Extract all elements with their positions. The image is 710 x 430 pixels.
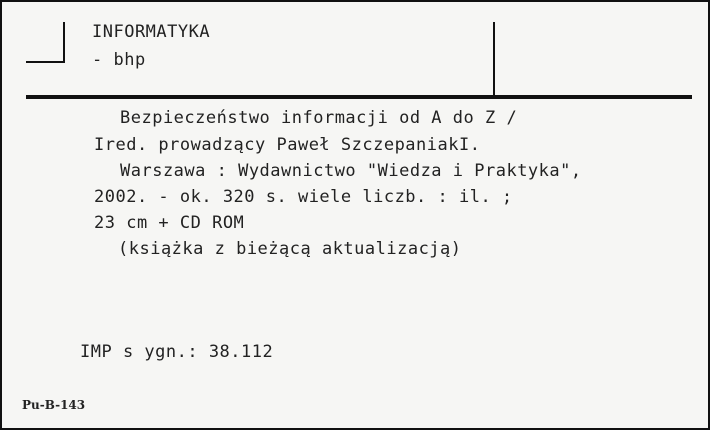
corner-mark-horizontal (26, 61, 65, 63)
call-number: IMP s ygn.: 38.112 (80, 342, 274, 362)
subject-heading: INFORMATYKA (92, 22, 211, 42)
title-line-1: Bezpieczeństwo informacji od A do Z / (120, 108, 518, 128)
title-line-2: Ired. prowadzący Paweł SzczepaniakI. (94, 135, 481, 155)
heading-rule (26, 95, 692, 99)
dimensions-line: 23 cm + CD ROM (94, 213, 245, 233)
subject-subheading: - bhp (92, 50, 146, 70)
imprint-line-2: 2002. - ok. 320 s. wiele liczb. : il. ; (94, 187, 513, 207)
imprint-line-1: Warszawa : Wydawnictwo "Wiedza i Praktyka", (120, 161, 582, 181)
corner-mark-vertical (63, 22, 65, 62)
header-divider (493, 22, 495, 96)
note-line: (książka z bieżącą aktualizacją) (118, 239, 462, 259)
card-label: Pu-B-143 (22, 398, 86, 412)
